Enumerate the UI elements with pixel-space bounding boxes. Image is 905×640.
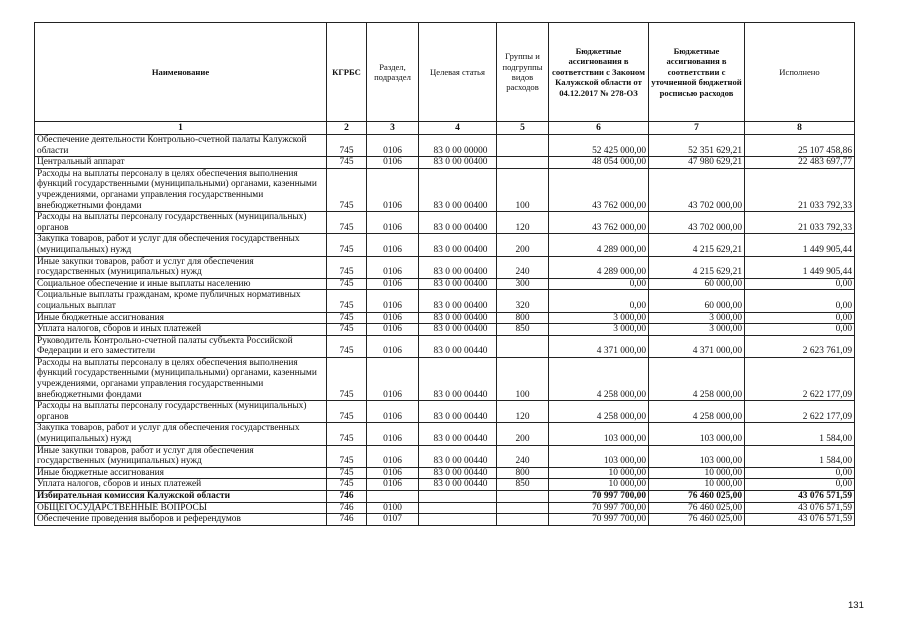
target-article-cell: 83 0 00 00440 <box>419 357 497 400</box>
executed-cell: 1 449 905,44 <box>745 234 855 256</box>
kgrbs-cell: 746 <box>327 502 367 514</box>
executed-cell: 1 584,00 <box>745 423 855 445</box>
razdel-cell: 0106 <box>367 312 419 324</box>
assign-refined-cell: 103 000,00 <box>649 445 745 467</box>
assign-refined-cell: 3 000,00 <box>649 324 745 336</box>
column-number: 7 <box>649 122 745 135</box>
assign-refined-cell: 43 702 000,00 <box>649 168 745 211</box>
assign-law-cell: 4 258 000,00 <box>549 401 649 423</box>
assign-law-cell: 43 762 000,00 <box>549 168 649 211</box>
expense-type-cell: 120 <box>497 212 549 234</box>
assign-refined-cell: 60 000,00 <box>649 278 745 290</box>
expense-type-cell <box>497 491 549 503</box>
table-row <box>35 445 855 467</box>
target-article-cell: 83 0 00 00400 <box>419 256 497 278</box>
kgrbs-cell: 745 <box>327 290 367 312</box>
razdel-cell: 0106 <box>367 135 419 157</box>
row-name-cell: Иные закупки товаров, работ и услуг для обеспечения государственных (муниципальных) нужд <box>35 445 327 467</box>
assign-refined-cell: 76 460 025,00 <box>649 502 745 514</box>
razdel-cell: 0107 <box>367 514 419 526</box>
row-name-cell: Закупка товаров, работ и услуг для обеспечения государственных (муниципальных) нужд <box>35 234 327 256</box>
row-name-cell: Иные бюджетные ассигнования <box>35 467 327 479</box>
row-name-cell: ОБЩЕГОСУДАРСТВЕННЫЕ ВОПРОСЫ <box>35 502 327 514</box>
razdel-cell: 0106 <box>367 168 419 211</box>
target-article-cell <box>419 514 497 526</box>
executed-cell: 22 483 697,77 <box>745 157 855 169</box>
page-number: 131 <box>848 600 864 611</box>
expense-type-cell: 240 <box>497 256 549 278</box>
kgrbs-cell: 745 <box>327 401 367 423</box>
column-number: 3 <box>367 122 419 135</box>
executed-cell: 1 584,00 <box>745 445 855 467</box>
table-row <box>35 357 855 400</box>
expense-type-cell: 200 <box>497 423 549 445</box>
assign-refined-cell: 52 351 629,21 <box>649 135 745 157</box>
assign-refined-cell: 76 460 025,00 <box>649 514 745 526</box>
row-name-cell: Расходы на выплаты персоналу в целях обеспечения выполнения функций государственными (муниципальными) органами, казенными учреждениями, органами управления государственными внебюджетными фондами <box>35 168 327 211</box>
kgrbs-cell: 745 <box>327 312 367 324</box>
executed-cell: 43 076 571,59 <box>745 514 855 526</box>
assign-refined-cell: 4 215 629,21 <box>649 234 745 256</box>
header-target: Целевая статья <box>419 23 497 122</box>
assign-law-cell: 0,00 <box>549 290 649 312</box>
table-header <box>35 23 855 135</box>
assign-law-cell: 3 000,00 <box>549 324 649 336</box>
target-article-cell: 83 0 00 00400 <box>419 168 497 211</box>
assign-law-cell: 103 000,00 <box>549 423 649 445</box>
table-row <box>35 312 855 324</box>
assign-refined-cell: 3 000,00 <box>649 312 745 324</box>
target-article-cell: 83 0 00 00400 <box>419 212 497 234</box>
assign-law-cell: 4 258 000,00 <box>549 357 649 400</box>
kgrbs-cell: 745 <box>327 157 367 169</box>
kgrbs-cell: 745 <box>327 278 367 290</box>
assign-refined-cell: 4 371 000,00 <box>649 335 745 357</box>
table-row <box>35 135 855 157</box>
row-name-cell: Расходы на выплаты персоналу в целях обеспечения выполнения функций государственными (муниципальными) органами, казенными учреждениями, органами управления государственными внебюджетными фондами <box>35 357 327 400</box>
kgrbs-cell: 745 <box>327 357 367 400</box>
razdel-cell: 0106 <box>367 401 419 423</box>
assign-refined-cell: 60 000,00 <box>649 290 745 312</box>
razdel-cell: 0106 <box>367 467 419 479</box>
header-groups: Группы и подгруппы видов расходов <box>497 23 549 122</box>
assign-law-cell: 70 997 700,00 <box>549 514 649 526</box>
razdel-cell: 0106 <box>367 324 419 336</box>
razdel-cell: 0106 <box>367 423 419 445</box>
executed-cell: 0,00 <box>745 479 855 491</box>
razdel-cell: 0106 <box>367 256 419 278</box>
row-name-cell: Обеспечение проведения выборов и референдумов <box>35 514 327 526</box>
executed-cell: 43 076 571,59 <box>745 491 855 503</box>
assign-law-cell: 4 371 000,00 <box>549 335 649 357</box>
executed-cell: 21 033 792,33 <box>745 168 855 211</box>
row-name-cell: Избирательная комиссия Калужской области <box>35 491 327 503</box>
kgrbs-cell: 745 <box>327 445 367 467</box>
expense-type-cell: 850 <box>497 479 549 491</box>
row-name-cell: Центральный аппарат <box>35 157 327 169</box>
table-row <box>35 467 855 479</box>
executed-cell: 2 622 177,09 <box>745 357 855 400</box>
executed-cell: 43 076 571,59 <box>745 502 855 514</box>
expense-type-cell <box>497 135 549 157</box>
executed-cell: 0,00 <box>745 312 855 324</box>
table-row <box>35 234 855 256</box>
table-row <box>35 290 855 312</box>
assign-refined-cell: 43 702 000,00 <box>649 212 745 234</box>
kgrbs-cell: 745 <box>327 335 367 357</box>
table-row <box>35 212 855 234</box>
target-article-cell <box>419 502 497 514</box>
expense-type-cell: 800 <box>497 467 549 479</box>
row-name-cell: Социальные выплаты гражданам, кроме публичных нормативных социальных выплат <box>35 290 327 312</box>
assign-law-cell: 3 000,00 <box>549 312 649 324</box>
row-name-cell: Уплата налогов, сборов и иных платежей <box>35 324 327 336</box>
expense-type-cell <box>497 335 549 357</box>
razdel-cell: 0106 <box>367 212 419 234</box>
header-executed: Исполнено <box>745 23 855 122</box>
assign-law-cell: 52 425 000,00 <box>549 135 649 157</box>
assign-law-cell: 103 000,00 <box>549 445 649 467</box>
table-row <box>35 256 855 278</box>
target-article-cell: 83 0 00 00400 <box>419 290 497 312</box>
expense-type-cell: 100 <box>497 357 549 400</box>
assign-law-cell: 70 997 700,00 <box>549 491 649 503</box>
header-assign-law: Бюджетные ассигнования в соответствии с Законом Калужской области от 04.12.2017 № 278-ОЗ <box>549 23 649 122</box>
target-article-cell: 83 0 00 00440 <box>419 335 497 357</box>
assign-law-cell: 48 054 000,00 <box>549 157 649 169</box>
expense-type-cell: 300 <box>497 278 549 290</box>
assign-law-cell: 70 997 700,00 <box>549 502 649 514</box>
row-name-cell: Закупка товаров, работ и услуг для обеспечения государственных (муниципальных) нужд <box>35 423 327 445</box>
expense-type-cell: 200 <box>497 234 549 256</box>
target-article-cell: 83 0 00 00400 <box>419 278 497 290</box>
assign-law-cell: 4 289 000,00 <box>549 256 649 278</box>
razdel-cell: 0106 <box>367 157 419 169</box>
column-number: 5 <box>497 122 549 135</box>
table-row <box>35 502 855 514</box>
kgrbs-cell: 745 <box>327 467 367 479</box>
expense-type-cell <box>497 502 549 514</box>
column-number: 6 <box>549 122 649 135</box>
kgrbs-cell: 745 <box>327 212 367 234</box>
row-name-cell: Иные закупки товаров, работ и услуг для обеспечения государственных (муниципальных) нужд <box>35 256 327 278</box>
table-row <box>35 401 855 423</box>
executed-cell: 0,00 <box>745 467 855 479</box>
expense-type-cell <box>497 514 549 526</box>
razdel-cell: 0106 <box>367 290 419 312</box>
target-article-cell: 83 0 00 00400 <box>419 157 497 169</box>
kgrbs-cell: 746 <box>327 514 367 526</box>
row-name-cell: Иные бюджетные ассигнования <box>35 312 327 324</box>
table-row <box>35 157 855 169</box>
target-article-cell: 83 0 00 00000 <box>419 135 497 157</box>
target-article-cell: 83 0 00 00400 <box>419 312 497 324</box>
assign-refined-cell: 103 000,00 <box>649 423 745 445</box>
executed-cell: 21 033 792,33 <box>745 212 855 234</box>
razdel-cell: 0106 <box>367 278 419 290</box>
executed-cell: 0,00 <box>745 290 855 312</box>
target-article-cell: 83 0 00 00440 <box>419 479 497 491</box>
column-number: 4 <box>419 122 497 135</box>
expense-type-cell: 850 <box>497 324 549 336</box>
executed-cell: 2 622 177,09 <box>745 401 855 423</box>
kgrbs-cell: 745 <box>327 234 367 256</box>
table-row <box>35 168 855 211</box>
column-number: 8 <box>745 122 855 135</box>
razdel-cell: 0100 <box>367 502 419 514</box>
kgrbs-cell: 745 <box>327 423 367 445</box>
header-kgrbs: КГРБС <box>327 23 367 122</box>
executed-cell: 0,00 <box>745 278 855 290</box>
column-number: 1 <box>35 122 327 135</box>
assign-law-cell: 0,00 <box>549 278 649 290</box>
target-article-cell: 83 0 00 00400 <box>419 234 497 256</box>
row-name-cell: Расходы на выплаты персоналу государственных (муниципальных) органов <box>35 401 327 423</box>
table-row <box>35 491 855 503</box>
kgrbs-cell: 745 <box>327 256 367 278</box>
executed-cell: 2 623 761,09 <box>745 335 855 357</box>
assign-refined-cell: 4 258 000,00 <box>649 401 745 423</box>
expense-type-cell: 320 <box>497 290 549 312</box>
assign-refined-cell: 10 000,00 <box>649 467 745 479</box>
target-article-cell: 83 0 00 00440 <box>419 401 497 423</box>
budget-table-sheet <box>34 22 854 526</box>
razdel-cell <box>367 491 419 503</box>
kgrbs-cell: 745 <box>327 324 367 336</box>
executed-cell: 1 449 905,44 <box>745 256 855 278</box>
row-name-cell: Уплата налогов, сборов и иных платежей <box>35 479 327 491</box>
column-number-row <box>35 122 855 135</box>
assign-refined-cell: 4 258 000,00 <box>649 357 745 400</box>
target-article-cell: 83 0 00 00440 <box>419 445 497 467</box>
expense-type-cell <box>497 157 549 169</box>
executed-cell: 25 107 458,86 <box>745 135 855 157</box>
kgrbs-cell: 746 <box>327 491 367 503</box>
razdel-cell: 0106 <box>367 234 419 256</box>
kgrbs-cell: 745 <box>327 168 367 211</box>
expense-type-cell: 240 <box>497 445 549 467</box>
row-name-cell: Расходы на выплаты персоналу государственных (муниципальных) органов <box>35 212 327 234</box>
row-name-cell: Руководитель Контрольно-счетной палаты субъекта Российской Федерации и его заместители <box>35 335 327 357</box>
column-number: 2 <box>327 122 367 135</box>
table-row <box>35 479 855 491</box>
table-body <box>35 135 855 526</box>
assign-refined-cell: 4 215 629,21 <box>649 256 745 278</box>
header-name: Наименование <box>35 23 327 122</box>
table-row <box>35 278 855 290</box>
executed-cell: 0,00 <box>745 324 855 336</box>
expense-type-cell: 120 <box>497 401 549 423</box>
razdel-cell: 0106 <box>367 357 419 400</box>
razdel-cell: 0106 <box>367 445 419 467</box>
header-razdel: Раздел, подраздел <box>367 23 419 122</box>
razdel-cell: 0106 <box>367 479 419 491</box>
assign-law-cell: 43 762 000,00 <box>549 212 649 234</box>
table-row <box>35 324 855 336</box>
assign-law-cell: 10 000,00 <box>549 467 649 479</box>
budget-table <box>34 22 855 526</box>
assign-law-cell: 10 000,00 <box>549 479 649 491</box>
row-name-cell: Социальное обеспечение и иные выплаты населению <box>35 278 327 290</box>
expense-type-cell: 100 <box>497 168 549 211</box>
target-article-cell: 83 0 00 00440 <box>419 423 497 445</box>
assign-refined-cell: 10 000,00 <box>649 479 745 491</box>
row-name-cell: Обеспечение деятельности Контрольно-счетной палаты Калужской области <box>35 135 327 157</box>
razdel-cell: 0106 <box>367 335 419 357</box>
target-article-cell: 83 0 00 00400 <box>419 324 497 336</box>
kgrbs-cell: 745 <box>327 135 367 157</box>
kgrbs-cell: 745 <box>327 479 367 491</box>
assign-refined-cell: 47 980 629,21 <box>649 157 745 169</box>
expense-type-cell: 800 <box>497 312 549 324</box>
table-row <box>35 514 855 526</box>
assign-law-cell: 4 289 000,00 <box>549 234 649 256</box>
target-article-cell <box>419 491 497 503</box>
table-row <box>35 335 855 357</box>
assign-refined-cell: 76 460 025,00 <box>649 491 745 503</box>
target-article-cell: 83 0 00 00440 <box>419 467 497 479</box>
table-row <box>35 423 855 445</box>
header-assign-refined: Бюджетные ассигнования в соответствии с уточненной бюджетной росписью расходов <box>649 23 745 122</box>
